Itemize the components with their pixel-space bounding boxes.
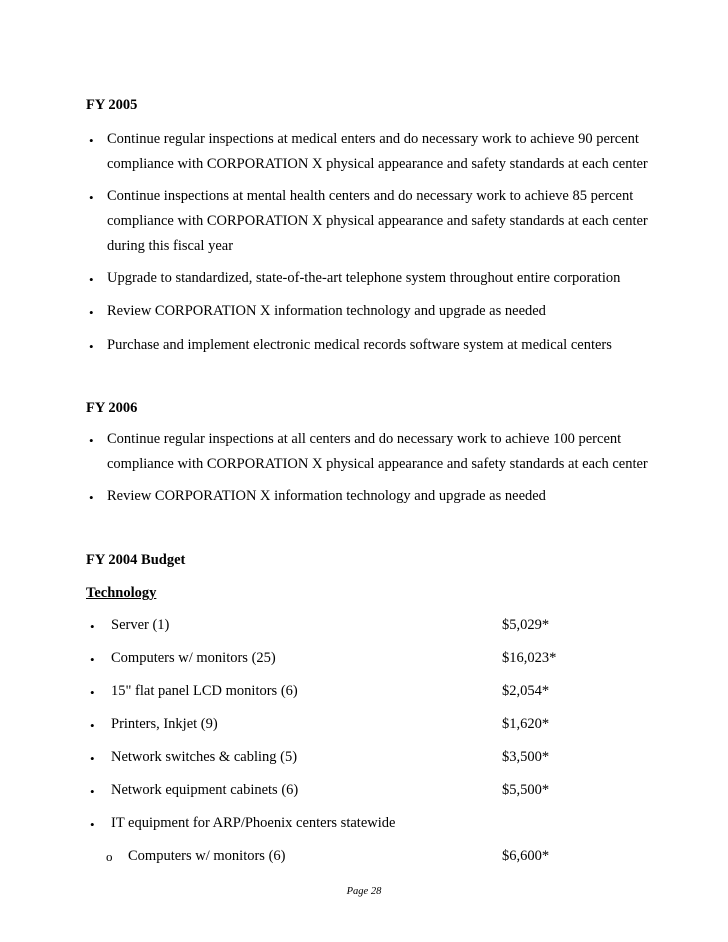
budget-item-amount: $16,023* xyxy=(502,650,557,666)
list-item-line: during this fiscal year xyxy=(107,238,234,254)
bullet-icon: • xyxy=(90,685,95,700)
budget-subitem-label: Computers w/ monitors (6) xyxy=(128,848,286,864)
bullet-icon: • xyxy=(90,751,95,766)
list-item-line: compliance with CORPORATION X physical appearance and safety standards at each center xyxy=(107,156,648,172)
bullet-icon: • xyxy=(89,339,94,354)
list-item-line: Continue inspections at mental health centers and do necessary work to achieve 85 percent xyxy=(107,188,634,204)
list-item-line: Upgrade to standardized, state-of-the-art telephone system throughout entire corporation xyxy=(107,270,621,286)
budget-item-label: Printers, Inkjet (9) xyxy=(111,716,218,732)
budget-item-label: Network equipment cabinets (6) xyxy=(111,782,299,798)
section-heading-fy2005: FY 2005 xyxy=(86,97,138,113)
list-item-line: Continue regular inspections at medical enters and do necessary work to achieve 90 percent xyxy=(107,131,639,147)
section-heading-budget: FY 2004 Budget xyxy=(86,552,186,568)
budget-item-label: Computers w/ monitors (25) xyxy=(111,650,276,666)
bullet-icon: • xyxy=(89,305,94,320)
budget-item-amount: $3,500* xyxy=(502,749,550,765)
list-item-line: compliance with CORPORATION X physical appearance and safety standards at each center xyxy=(107,456,648,472)
list-item-line: compliance with CORPORATION X physical appearance and safety standards at each center xyxy=(107,213,648,229)
bullet-icon: • xyxy=(89,190,94,205)
budget-item-amount: $1,620* xyxy=(502,716,550,732)
budget-item-amount: $5,500* xyxy=(502,782,550,798)
bullet-icon: • xyxy=(90,652,95,667)
bullet-icon: • xyxy=(89,433,94,448)
list-item-line: Continue regular inspections at all centers and do necessary work to achieve 100 percent xyxy=(107,431,622,447)
list-item-line: Purchase and implement electronic medical records software system at medical centers xyxy=(107,337,612,353)
list-item-line: Review CORPORATION X information technology and upgrade as needed xyxy=(107,488,546,504)
budget-item-label: Network switches & cabling (5) xyxy=(111,749,298,765)
budget-item-label: Server (1) xyxy=(111,617,170,633)
list-item-line: Review CORPORATION X information technology and upgrade as needed xyxy=(107,303,546,319)
page-number: Page 28 xyxy=(346,886,382,897)
budget-subitem-amount: $6,600* xyxy=(502,848,550,864)
subheading-technology: Technology xyxy=(86,585,157,601)
bullet-icon: • xyxy=(89,490,94,505)
section-heading-fy2006: FY 2006 xyxy=(86,400,138,416)
bullet-icon: • xyxy=(89,133,94,148)
bullet-icon: • xyxy=(90,784,95,799)
bullet-icon: • xyxy=(90,817,95,832)
bullet-icon: • xyxy=(89,272,94,287)
budget-item-label: IT equipment for ARP/Phoenix centers statewide xyxy=(111,815,396,831)
sub-bullet-icon: o xyxy=(106,849,113,864)
budget-item-label: 15" flat panel LCD monitors (6) xyxy=(111,683,298,699)
budget-item-amount: $5,029* xyxy=(502,617,550,633)
budget-item-amount: $2,054* xyxy=(502,683,550,699)
bullet-icon: • xyxy=(90,619,95,634)
bullet-icon: • xyxy=(90,718,95,733)
